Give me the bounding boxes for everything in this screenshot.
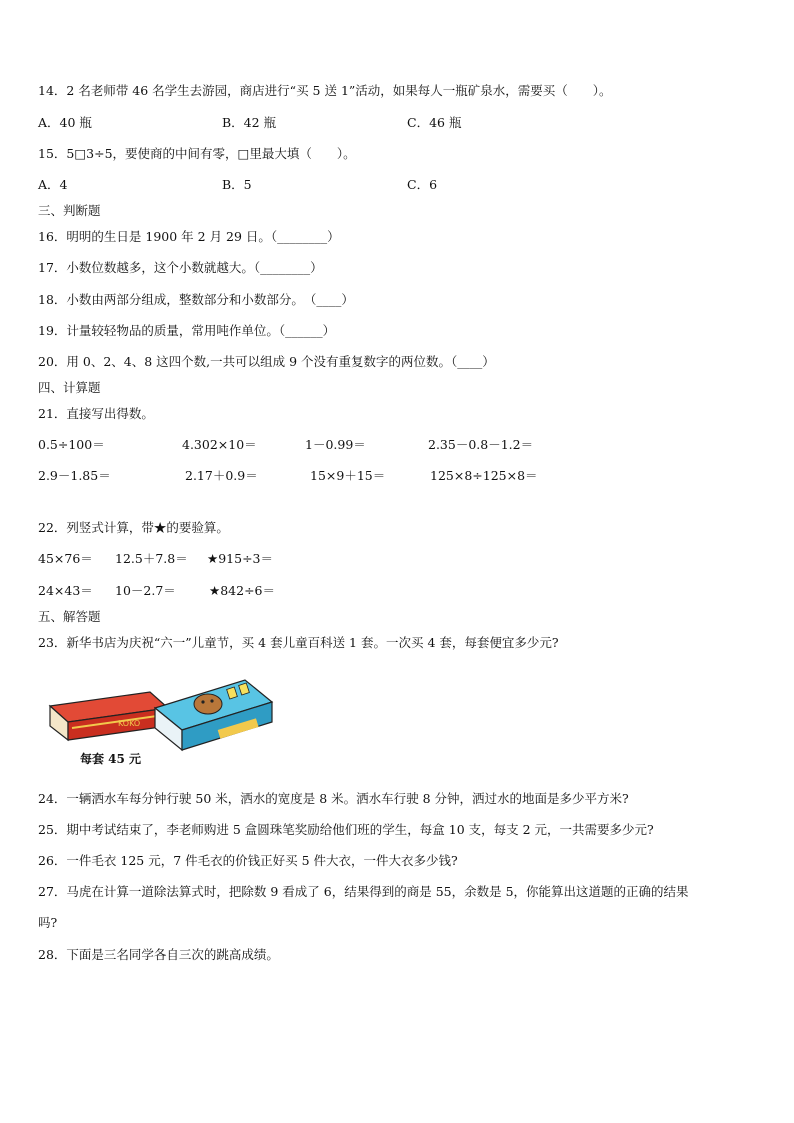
q21-item: 4.302×10＝ xyxy=(182,437,257,452)
q21-item: 2.35－0.8－1.2＝ xyxy=(428,437,534,452)
q21-item: 2.9－1.85＝ xyxy=(38,468,111,483)
q21-item: 15×9＋15＝ xyxy=(310,468,386,483)
question-26: 26．一件毛衣 125 元，7 件毛衣的价钱正好买 5 件大衣，一件大衣多少钱? xyxy=(38,853,458,868)
q21-item: 0.5÷100＝ xyxy=(38,437,105,452)
q15-option-a: A．4 xyxy=(38,177,68,192)
question-14: 14．2 名老师带 46 名学生去游园，商店进行“买 5 送 1”活动，如果每人一瓶矿泉水，需要买（ ）。 xyxy=(38,83,612,98)
q14-option-b: B．42 瓶 xyxy=(222,115,277,130)
q22-item: 45×76＝ xyxy=(38,551,93,566)
question-24: 24．一辆洒水车每分钟行驶 50 米，洒水的宽度是 8 米。洒水车行驶 8 分钟，洒过水的地面是多少平方米? xyxy=(38,791,629,806)
q14-option-c: C．46 瓶 xyxy=(407,115,462,130)
red-book-icon xyxy=(50,692,168,740)
section-heading-judgement: 三、判断题 xyxy=(38,203,101,218)
question-22: 22．列竖式计算，带★的要验算。 xyxy=(38,520,229,535)
q15-option-c: C．6 xyxy=(407,177,438,192)
question-19: 19．计量较轻物品的质量，常用吨作单位。（______） xyxy=(38,323,336,338)
question-18: 18．小数由两部分组成，整数部分和小数部分。 （____） xyxy=(38,292,354,307)
q22-item: ★915÷3＝ xyxy=(207,551,273,566)
section-heading-calculation: 四、计算题 xyxy=(38,380,101,395)
question-20: 20．用 0、2、4、8 这四个数,一共可以组成 9 个没有重复数字的两位数。（____） xyxy=(38,354,495,369)
question-15: 15．5□3÷5，要使商的中间有零，□里最大填（ ）。 xyxy=(38,146,356,161)
book-price-caption: 每套 45 元 xyxy=(80,752,142,766)
question-17: 17．小数位数越多，这个小数就越大。（________） xyxy=(38,260,323,275)
q22-item: 24×43＝ xyxy=(38,583,93,598)
question-25: 25．期中考试结束了，李老师购进 5 盒圆珠笔奖励给他们班的学生，每盒 10 支，每支 2 元，一共需要多少元? xyxy=(38,822,654,837)
book-set-illustration xyxy=(40,668,280,770)
question-16: 16．明明的生日是 1900 年 2 月 29 日。（________） xyxy=(38,229,340,244)
q21-item: 2.17＋0.9＝ xyxy=(185,468,258,483)
q22-item: 10－2.7＝ xyxy=(115,583,176,598)
svg-text:KOKO: KOKO xyxy=(118,719,141,728)
blue-book-icon xyxy=(155,680,272,750)
question-21: 21．直接写出得数。 xyxy=(38,406,154,421)
question-27-line-1: 27．马虎在计算一道除法算式时，把除数 9 看成了 6，结果得到的商是 55，余数是 5，你能算出这道题的正确的结果 xyxy=(38,884,689,899)
question-27-line-2: 吗? xyxy=(38,915,58,930)
section-heading-word-problems: 五、解答题 xyxy=(38,609,101,624)
question-28: 28．下面是三名同学各自三次的跳高成绩。 xyxy=(38,947,279,962)
q14-option-a: A．40 瓶 xyxy=(38,115,92,130)
question-23: 23．新华书店为庆祝“六一”儿童节，买 4 套儿童百科送 1 套。一次买 4 套，每套便宜多少元? xyxy=(38,635,559,650)
q15-option-b: B．5 xyxy=(222,177,252,192)
q21-item: 125×8÷125×8＝ xyxy=(430,468,538,483)
q21-item: 1－0.99＝ xyxy=(305,437,366,452)
q22-item: ★842÷6＝ xyxy=(209,583,275,598)
q22-item: 12.5＋7.8＝ xyxy=(115,551,188,566)
